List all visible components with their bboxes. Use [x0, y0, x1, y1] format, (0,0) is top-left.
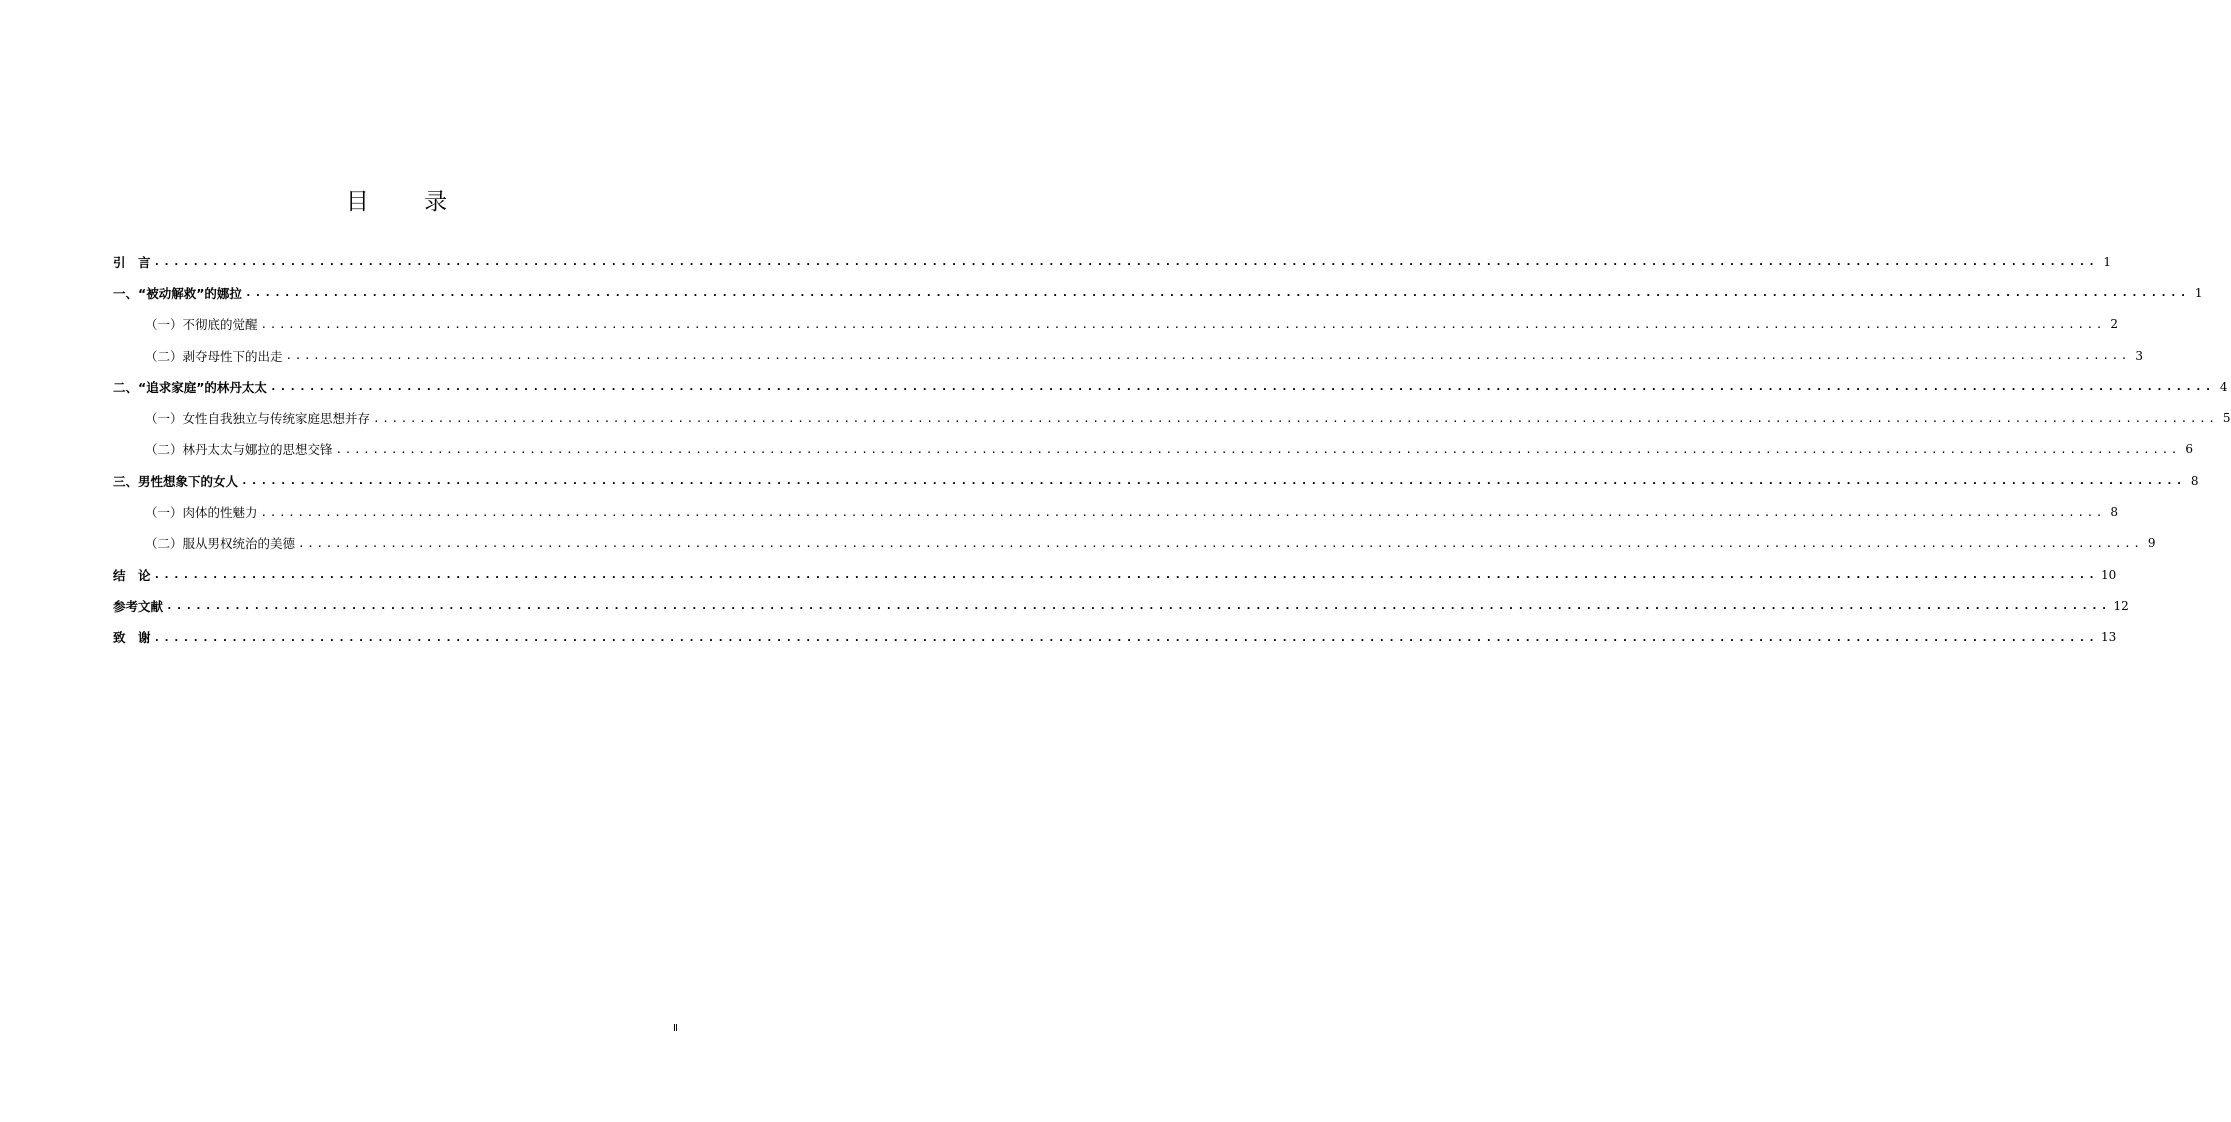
toc-entry-label: （一）不彻底的觉醒 — [145, 317, 258, 333]
toc-entry-page-number: 10 — [2101, 567, 2117, 582]
toc-entry-section-2-1[interactable] — [113, 402, 2231, 433]
toc-dot-leader: ........................................................................................................................................................................................................ — [244, 286, 2190, 300]
toc-entry-introduction[interactable] — [113, 246, 2112, 277]
toc-entry-label: 三、男性想象下的女人 — [113, 473, 239, 489]
toc-entry-label: （二）剥夺母性下的出走 — [145, 348, 283, 364]
toc-entry-section-3-2[interactable] — [113, 528, 2156, 559]
toc-dot-leader: ........................................................................................................................................................................................................ — [260, 505, 2106, 519]
toc-entry-label: （二）服从男权统治的美德 — [145, 536, 296, 552]
table-of-contents — [113, 246, 2231, 653]
toc-entry-page-number: 4 — [2219, 379, 2228, 394]
toc-entry-label: 结 论 — [113, 567, 151, 583]
toc-entry-section-2-2[interactable] — [113, 434, 2194, 465]
toc-entry-label: 二、“追求家庭”的林丹太太 — [113, 379, 267, 395]
toc-entry-label: 一、“被动解救”的娜拉 — [113, 285, 242, 301]
page-title — [0, 183, 793, 216]
toc-dot-leader: ........................................................................................................................................................................................................ — [153, 630, 2099, 644]
toc-entry-chapter-2[interactable] — [113, 371, 2228, 402]
toc-entry-page-number: 1 — [2194, 285, 2203, 300]
toc-dot-leader: ........................................................................................................................................................................................................ — [373, 411, 2218, 425]
toc-entry-page-number: 12 — [2113, 598, 2129, 613]
footer-page-number: Ⅱ — [673, 1023, 678, 1034]
toc-entry-conclusion[interactable] — [113, 559, 2117, 590]
toc-dot-leader: ........................................................................................................................................................................................................ — [298, 536, 2143, 550]
toc-dot-leader: ........................................................................................................................................................................................................ — [241, 474, 2186, 488]
toc-dot-leader: ........................................................................................................................................................................................................ — [335, 442, 2181, 456]
toc-entry-acknowledgements[interactable] — [113, 622, 2117, 653]
toc-entry-section-3-1[interactable] — [113, 496, 2119, 527]
toc-entry-label: 致 谢 — [113, 630, 151, 646]
toc-dot-leader: ........................................................................................................................................................................................................ — [153, 255, 2099, 269]
toc-dot-leader: ........................................................................................................................................................................................................ — [269, 380, 2215, 394]
toc-entry-chapter-3[interactable] — [113, 465, 2199, 496]
toc-entry-label: 参考文献 — [113, 598, 164, 614]
toc-entry-page-number: 2 — [2110, 317, 2119, 332]
toc-entry-label: （一）肉体的性魅力 — [145, 505, 258, 521]
toc-entry-page-number: 8 — [2110, 505, 2119, 520]
toc-entry-page-number: 1 — [2103, 254, 2112, 269]
toc-entry-references[interactable] — [113, 590, 2129, 621]
toc-entry-section-1-1[interactable] — [113, 309, 2119, 340]
page-title-char-1: 目 — [345, 189, 369, 215]
toc-entry-label: （二）林丹太太与娜拉的思想交锋 — [145, 442, 333, 458]
toc-entry-page-number: 13 — [2101, 630, 2117, 645]
toc-entry-label: （一）女性自我独立与传统家庭思想并存 — [145, 411, 371, 427]
toc-entry-page-number: 5 — [2222, 411, 2231, 426]
toc-entry-page-number: 9 — [2147, 536, 2156, 551]
toc-entry-page-number: 3 — [2135, 348, 2144, 363]
page-title-char-2: 录 — [424, 189, 448, 215]
toc-entry-page-number: 6 — [2185, 442, 2194, 457]
toc-entry-label: 引 言 — [113, 254, 151, 270]
toc-dot-leader: ........................................................................................................................................................................................................ — [153, 568, 2099, 582]
toc-dot-leader: ........................................................................................................................................................................................................ — [260, 317, 2106, 331]
toc-entry-chapter-1[interactable] — [113, 277, 2203, 308]
toc-entry-page-number: 8 — [2190, 473, 2199, 488]
toc-entry-section-1-2[interactable] — [113, 340, 2144, 371]
toc-dot-leader: ........................................................................................................................................................................................................ — [285, 349, 2131, 363]
toc-dot-leader: ........................................................................................................................................................................................................ — [166, 599, 2111, 613]
